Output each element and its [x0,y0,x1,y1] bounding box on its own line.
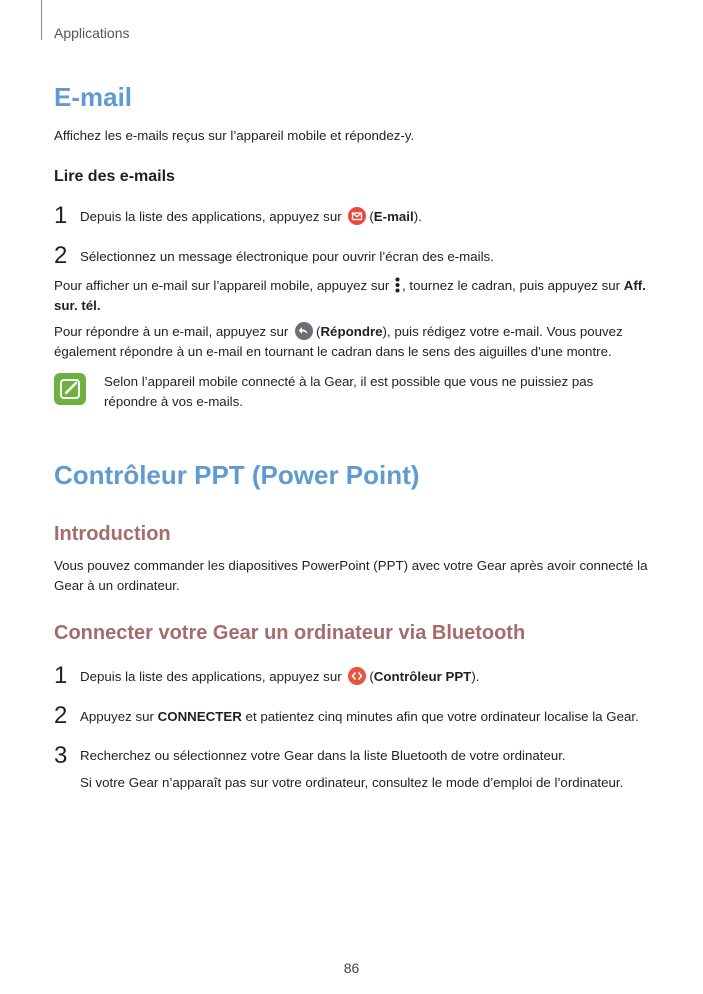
connect-heading: Connecter votre Gear un ordinateur via Bluetooth [54,622,526,644]
step-text: Depuis la liste des applications, appuyez sur [80,669,342,684]
step-number: 2 [54,702,68,729]
step-number: 1 [54,202,68,229]
ppt-step-3: Recherchez ou sélectionnez votre Gear dans la liste Bluetooth de votre ordinateur. [80,748,566,763]
reply-label: Répondre [320,324,383,339]
page-number: 86 [343,960,360,976]
ppt-step-1 [80,667,660,687]
email-intro: Affichez les e-mails reçus sur l’appareil mobile et répondez-y. [54,128,415,143]
ppt-controller-app-icon [348,667,366,685]
more-options-icon [395,277,400,293]
reply-paragraph [54,322,654,362]
reply-icon [295,322,313,340]
note-icon [54,373,86,405]
paren-open: ( [369,669,374,684]
read-emails-heading: Lire des e-mails [54,168,175,185]
step-text: Depuis la liste des applications, appuyez sur [80,209,342,224]
ppt-step-2 [80,707,660,727]
paragraph-text: , tournez le cadran, puis appuyez sur [402,278,621,293]
step-number: 3 [54,742,68,769]
paren-close: ). [471,669,480,684]
paragraph-text: ), puis rédigez votre e-mail. Vous pouvez également répondre à un e-mail en tournant le cadran dans le sens des aiguilles d'une montre. [54,324,623,359]
header-divider [41,0,42,40]
email-app-name: E-mail [373,209,414,224]
step-text: et patientez cinq minutes afin que votre ordinateur localise la Gear. [245,709,639,724]
view-on-phone-paragraph [54,276,654,316]
ppt-app-name: Contrôleur PPT [373,669,472,684]
header-section-label: Applications [54,25,130,41]
paragraph-text: Pour répondre à un e-mail, appuyez sur [54,324,289,339]
email-step-1 [80,207,660,227]
step-number: 2 [54,242,68,269]
paragraph-text: Pour afficher un e-mail sur l’appareil mobile, appuyez sur [54,278,390,293]
paren-open: ( [369,209,374,224]
introduction-heading: Introduction [54,523,171,545]
ppt-title: Contrôleur PPT (Power Point) [54,460,420,490]
email-step-2: Sélectionnez un message électronique pour ouvrir l’écran des e-mails. [80,249,494,264]
introduction-text: Vous pouvez commander les diapositives PowerPoint (PPT) avec votre Gear après avoir connecté la Gear à un ordinateur. [54,558,648,593]
step-text: Appuyez sur [80,709,154,724]
email-app-icon [348,207,366,225]
ppt-step-3-sub: Si votre Gear n’apparaît pas sur votre ordinateur, consultez le mode d’emploi de l’ordinateur. [80,775,624,790]
email-title: E-mail [54,82,133,112]
paren-close: ). [413,209,422,224]
connect-label: CONNECTER [157,709,242,724]
step-number: 1 [54,662,68,689]
show-on-phone-label: Aff. sur. tél. [54,278,646,313]
paren-open: ( [316,324,321,339]
note-text: Selon l’appareil mobile connecté à la Gear, il est possible que vous ne puissiez pas répondre à vos e-mails. [104,374,594,409]
